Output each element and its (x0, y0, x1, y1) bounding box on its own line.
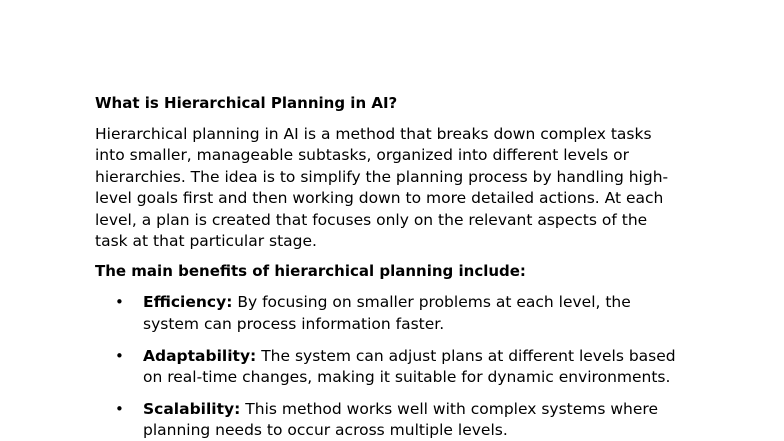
benefit-term: Scalability: (143, 400, 241, 419)
benefits-heading: The main benefits of hierarchical planning include: (95, 262, 526, 281)
intro-line: task at that particular stage. (95, 232, 317, 251)
intro-line: level, a plan is created that focuses only on the relevant aspects of the (95, 210, 648, 229)
benefit-description: This method works well with complex systems where (240, 400, 658, 419)
benefit-item-efficiency (95, 292, 695, 335)
bullet-icon: • (115, 400, 124, 419)
bullet-icon: • (115, 293, 124, 312)
benefit-term: Efficiency: (143, 293, 233, 312)
document-content (95, 93, 695, 441)
intro-paragraph (95, 124, 695, 252)
intro-line: Hierarchical planning in AI is a method that breaks down complex tasks (95, 125, 652, 143)
page-title: What is Hierarchical Planning in AI? (95, 94, 398, 112)
benefit-first-line (143, 399, 695, 420)
intro-line: hierarchies. The idea is to simplify the planning process by handling high- (95, 167, 669, 186)
intro-line: into smaller, manageable subtasks, organized into different levels or (95, 146, 629, 165)
benefit-continuation: on real-time changes, making it suitable for dynamic environments. (143, 368, 671, 387)
benefit-item-adaptability (95, 346, 695, 389)
bullet-icon: • (115, 346, 124, 365)
benefit-continuation: planning needs to occur across multiple levels. (143, 421, 508, 440)
benefits-list (95, 292, 695, 441)
intro-line: level goals first and then working down to more detailed actions. At each (95, 189, 664, 208)
benefit-term: Adaptability: (143, 346, 257, 365)
benefit-first-line (143, 346, 695, 367)
benefit-continuation: system can process information faster. (143, 314, 445, 333)
benefit-item-scalability (95, 399, 695, 441)
benefit-description: By focusing on smaller problems at each level, the (232, 293, 631, 312)
benefit-first-line (143, 292, 695, 313)
benefit-description: The system can adjust plans at different levels based (256, 346, 676, 365)
